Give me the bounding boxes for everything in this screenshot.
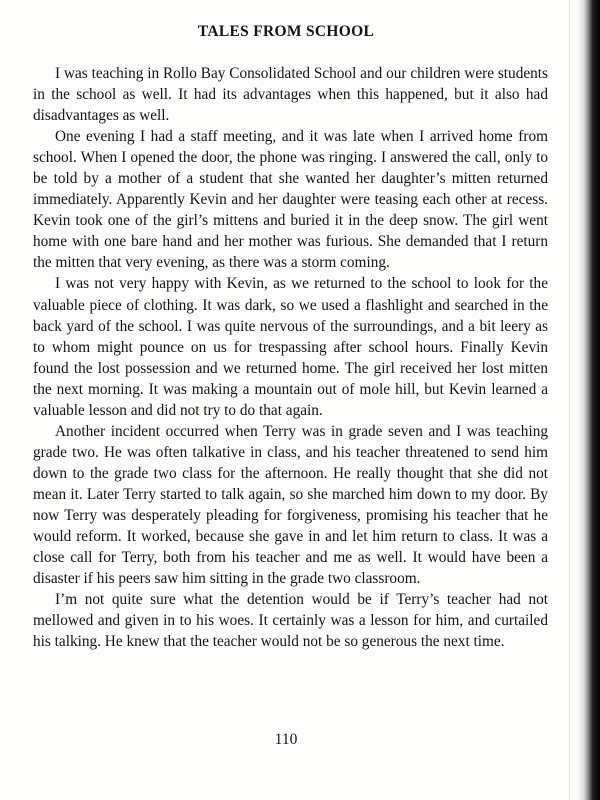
paragraph-2: One evening I had a staff meeting, and it was late when I arrived home from school. When I opened the door, the phone was ringing. I answered the call, only to be told by a mother of a student that she wanted her daughter’s mitten returned immediately. Apparently Kevin and her daughter were teasing each other at recess. Kevin took one of the girl’s mittens and buried it in the deep snow. The girl went home with one bare hand and her mother was furious. She demanded that I return the mitten that very evening, as there was a storm coming. — [33, 128, 548, 272]
running-title: TALES FROM SCHOOL — [197, 23, 375, 40]
paragraph-5: I’m not quite sure what the detention would be if Terry’s teacher had not mellowed and given in to his woes. It certainly was a lesson for him, and curtailed his talking. He knew that the teacher would not be so generous the next time. — [33, 591, 548, 651]
page-number: 110 — [274, 731, 298, 748]
paragraph-3: I was not very happy with Kevin, as we returned to the school to look for the valuable piece of clothing. It was dark, so we used a flashlight and searched in the back yard of the school. I was quite nervous of the surroundings, and a bit leery as to whom might pounce on us for trespassing after school hours. Finally Kevin found the lost possession and we returned home. The girl received her lost mitten the next morning. It was making a mountain out of mole hill, but Kevin learned a valuable lesson and did not try to do that again. — [33, 275, 548, 419]
paragraph-1: I was teaching in Rollo Bay Consolidated School and our children were students in the school as well. It had its advantages when this happened, but it also had disadvantages as well. — [33, 65, 548, 125]
book-binding-edge — [578, 0, 600, 800]
page-gutter-line — [569, 0, 570, 800]
paragraph-4: Another incident occurred when Terry was in grade seven and I was teaching grade two. He was often talkative in class, and his teacher threatened to send him down to the grade two class for the afternoon. He really thought that she did not mean it. Later Terry started to talk again, so she marched him down to my door. By now Terry was desperately pleading for forgiveness, promising his teacher that he would reform. It worked, because she gave in and let him return to class. It was a close call for Terry, both from his teacher and me as well. It would have been a disaster if his peers saw him sitting in the grade two classroom. — [33, 422, 548, 588]
body-text — [33, 63, 548, 652]
